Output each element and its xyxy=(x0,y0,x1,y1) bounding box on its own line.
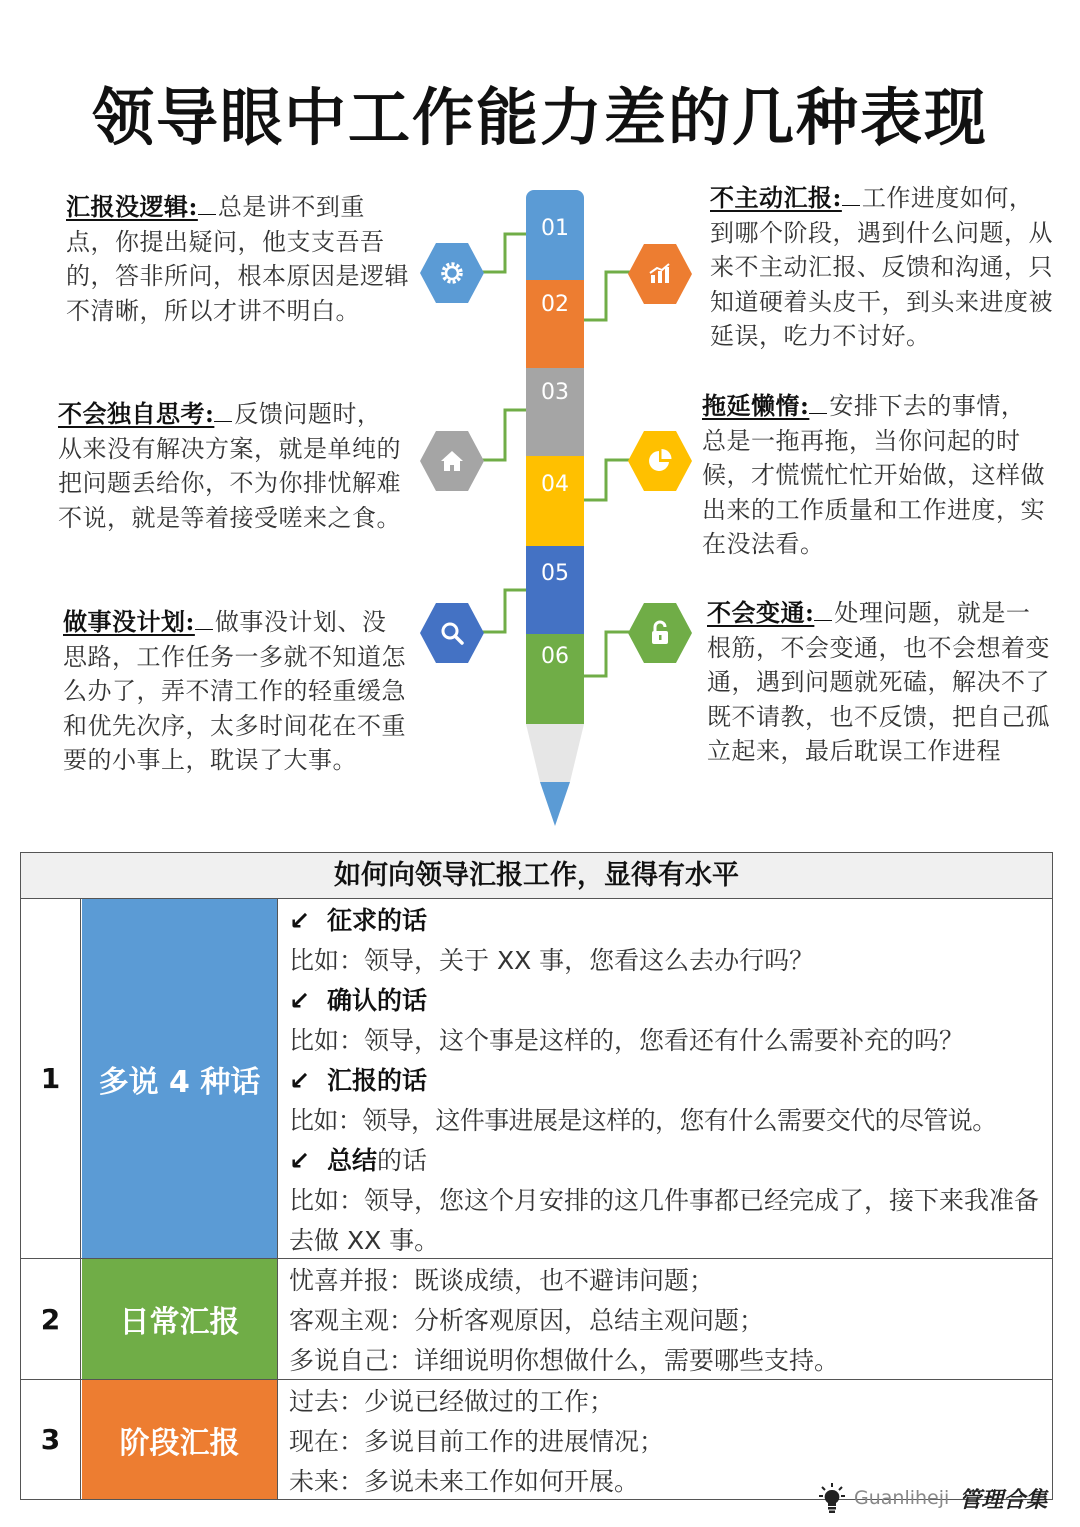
row-3-category: 阶段汇报 xyxy=(82,1380,278,1499)
row-1-content xyxy=(289,901,1046,1261)
pencil-segment-06: 06 xyxy=(526,634,584,724)
connector-5 xyxy=(480,590,526,632)
row-1-line-4: 比如：领导，这个事是这样的，您看还有什么需要补充的吗？ xyxy=(289,1026,965,1055)
item-2-heading: 不主动汇报: xyxy=(710,183,842,212)
row-2-line-3: 多说自己：详细说明你想做什么，需要哪些支持。 xyxy=(289,1346,840,1375)
row-1-line-6: 比如：领导，这件事进展是这样的，您有什么需要交代的尽管说。 xyxy=(289,1106,997,1135)
pencil-segment-03: 03 xyxy=(526,368,584,456)
row-3-line-3: 未来：多说未来工作如何开展。 xyxy=(289,1467,640,1496)
row-1-category: 多说 4 种话 xyxy=(82,899,278,1258)
row-1-line-5: ↙ 汇报的话 xyxy=(289,1061,1046,1101)
pencil-segment-01: 01 xyxy=(526,190,584,280)
connector-3 xyxy=(480,410,526,460)
item-4-body: 安排下去的事情，总是一拖再拖，当你问起的时候，才慌慌忙忙开始做，这样做出来的工作质量和工作进度，实在没法看。 xyxy=(702,392,1045,558)
item-4 xyxy=(702,389,1047,562)
row-3-line-2: 现在：多说目前工作的进展情况； xyxy=(289,1427,665,1456)
connector-6 xyxy=(584,632,630,676)
item-5 xyxy=(63,605,408,778)
brand-english: Guanliheji xyxy=(854,1487,950,1509)
item-5-body: 做事没计划、没思路，工作任务一多就不知道怎么办了，弄不清工作的轻重缓急和优先次序，太多时间花在不重要的小事上，耽误了大事。 xyxy=(63,608,406,774)
item-2 xyxy=(710,181,1055,354)
brand-chinese: 管理合集 xyxy=(959,1486,1048,1513)
row-2-category: 日常汇报 xyxy=(82,1259,278,1379)
pencil-segment-02: 02 xyxy=(526,280,584,368)
row-1-line-7: ↙ 总结的话 xyxy=(289,1141,1046,1181)
pencil-segment-05: 05 xyxy=(526,546,584,634)
connector-2 xyxy=(584,272,630,320)
table-header: 如何向领导汇报工作，显得有水平 xyxy=(21,853,1052,899)
table-row-1 xyxy=(21,899,1052,1259)
row-2-number: 2 xyxy=(21,1259,81,1379)
row-1-line-3: ↙ 确认的话 xyxy=(289,981,1046,1021)
row-3-line-1: 过去：少说已经做过的工作； xyxy=(289,1387,615,1416)
row-1-line-8: 比如：领导，您这个月安排的这几件事都已经完成了，接下来我准备去做 XX 事。 xyxy=(289,1186,1040,1255)
item-4-heading: 拖延懒惰: xyxy=(702,391,810,420)
row-3-number: 3 xyxy=(21,1380,81,1499)
page-title: 领导眼中工作能力差的几种表现 xyxy=(91,81,988,154)
item-3-body: 反馈问题时，从来没有解决方案，就是单纯的把问题丢给你，不为你排忧解难不说，就是等着接受嗟来之食。 xyxy=(58,400,401,532)
arrow-icon: ↙ xyxy=(289,906,310,935)
row-1-line-1: ↙ 征求的话 xyxy=(289,901,1046,941)
item-1-body: 总是讲不到重点，你提出疑问，他支支吾吾的，答非所问，根本原因是逻辑不清晰，所以才讲不明白。 xyxy=(66,193,409,325)
row-2-line-1: 忧喜并报：既谈成绩，也不避讳问题； xyxy=(289,1266,715,1295)
item-6-body: 处理问题，就是一根筋，不会变通，也不会想着变通，遇到问题就死磕，解决不了既不请教，也不反馈，把自己孤立起来，最后耽误工作进程 xyxy=(707,599,1050,765)
row-1-line-2: 比如：领导，关于 XX 事，您看这么去办行吗？ xyxy=(289,946,815,975)
row-2-line-2: 客观主观：分析客观原因，总结主观问题； xyxy=(289,1306,765,1335)
item-1-heading: 汇报没逻辑: xyxy=(66,192,198,221)
item-5-heading: 做事没计划: xyxy=(63,607,195,636)
item-2-body: 工作进度如何，到哪个阶段，遇到什么问题，从来不主动汇报、反馈和沟通，只知道硬着头皮干，到头来进度被延误，吃力不讨好。 xyxy=(710,184,1053,350)
arrow-icon: ↙ xyxy=(289,1146,310,1175)
arrow-icon: ↙ xyxy=(289,1066,310,1095)
report-table xyxy=(20,852,1053,1500)
item-6-heading: 不会变通: xyxy=(707,598,815,627)
footer-brand xyxy=(818,1478,1058,1518)
table-row-2 xyxy=(21,1259,1052,1380)
item-1 xyxy=(66,190,411,328)
lightbulb-icon xyxy=(818,1482,846,1514)
item-6 xyxy=(707,596,1052,769)
row-1-number: 1 xyxy=(21,899,81,1258)
connector-1 xyxy=(480,234,526,272)
connector-4 xyxy=(584,460,630,500)
item-3 xyxy=(58,397,403,535)
pencil-tip xyxy=(526,724,584,828)
arrow-icon: ↙ xyxy=(289,986,310,1015)
item-3-heading: 不会独自思考: xyxy=(58,399,215,428)
row-2-content xyxy=(289,1261,1046,1381)
pencil-segment-04: 04 xyxy=(526,456,584,546)
